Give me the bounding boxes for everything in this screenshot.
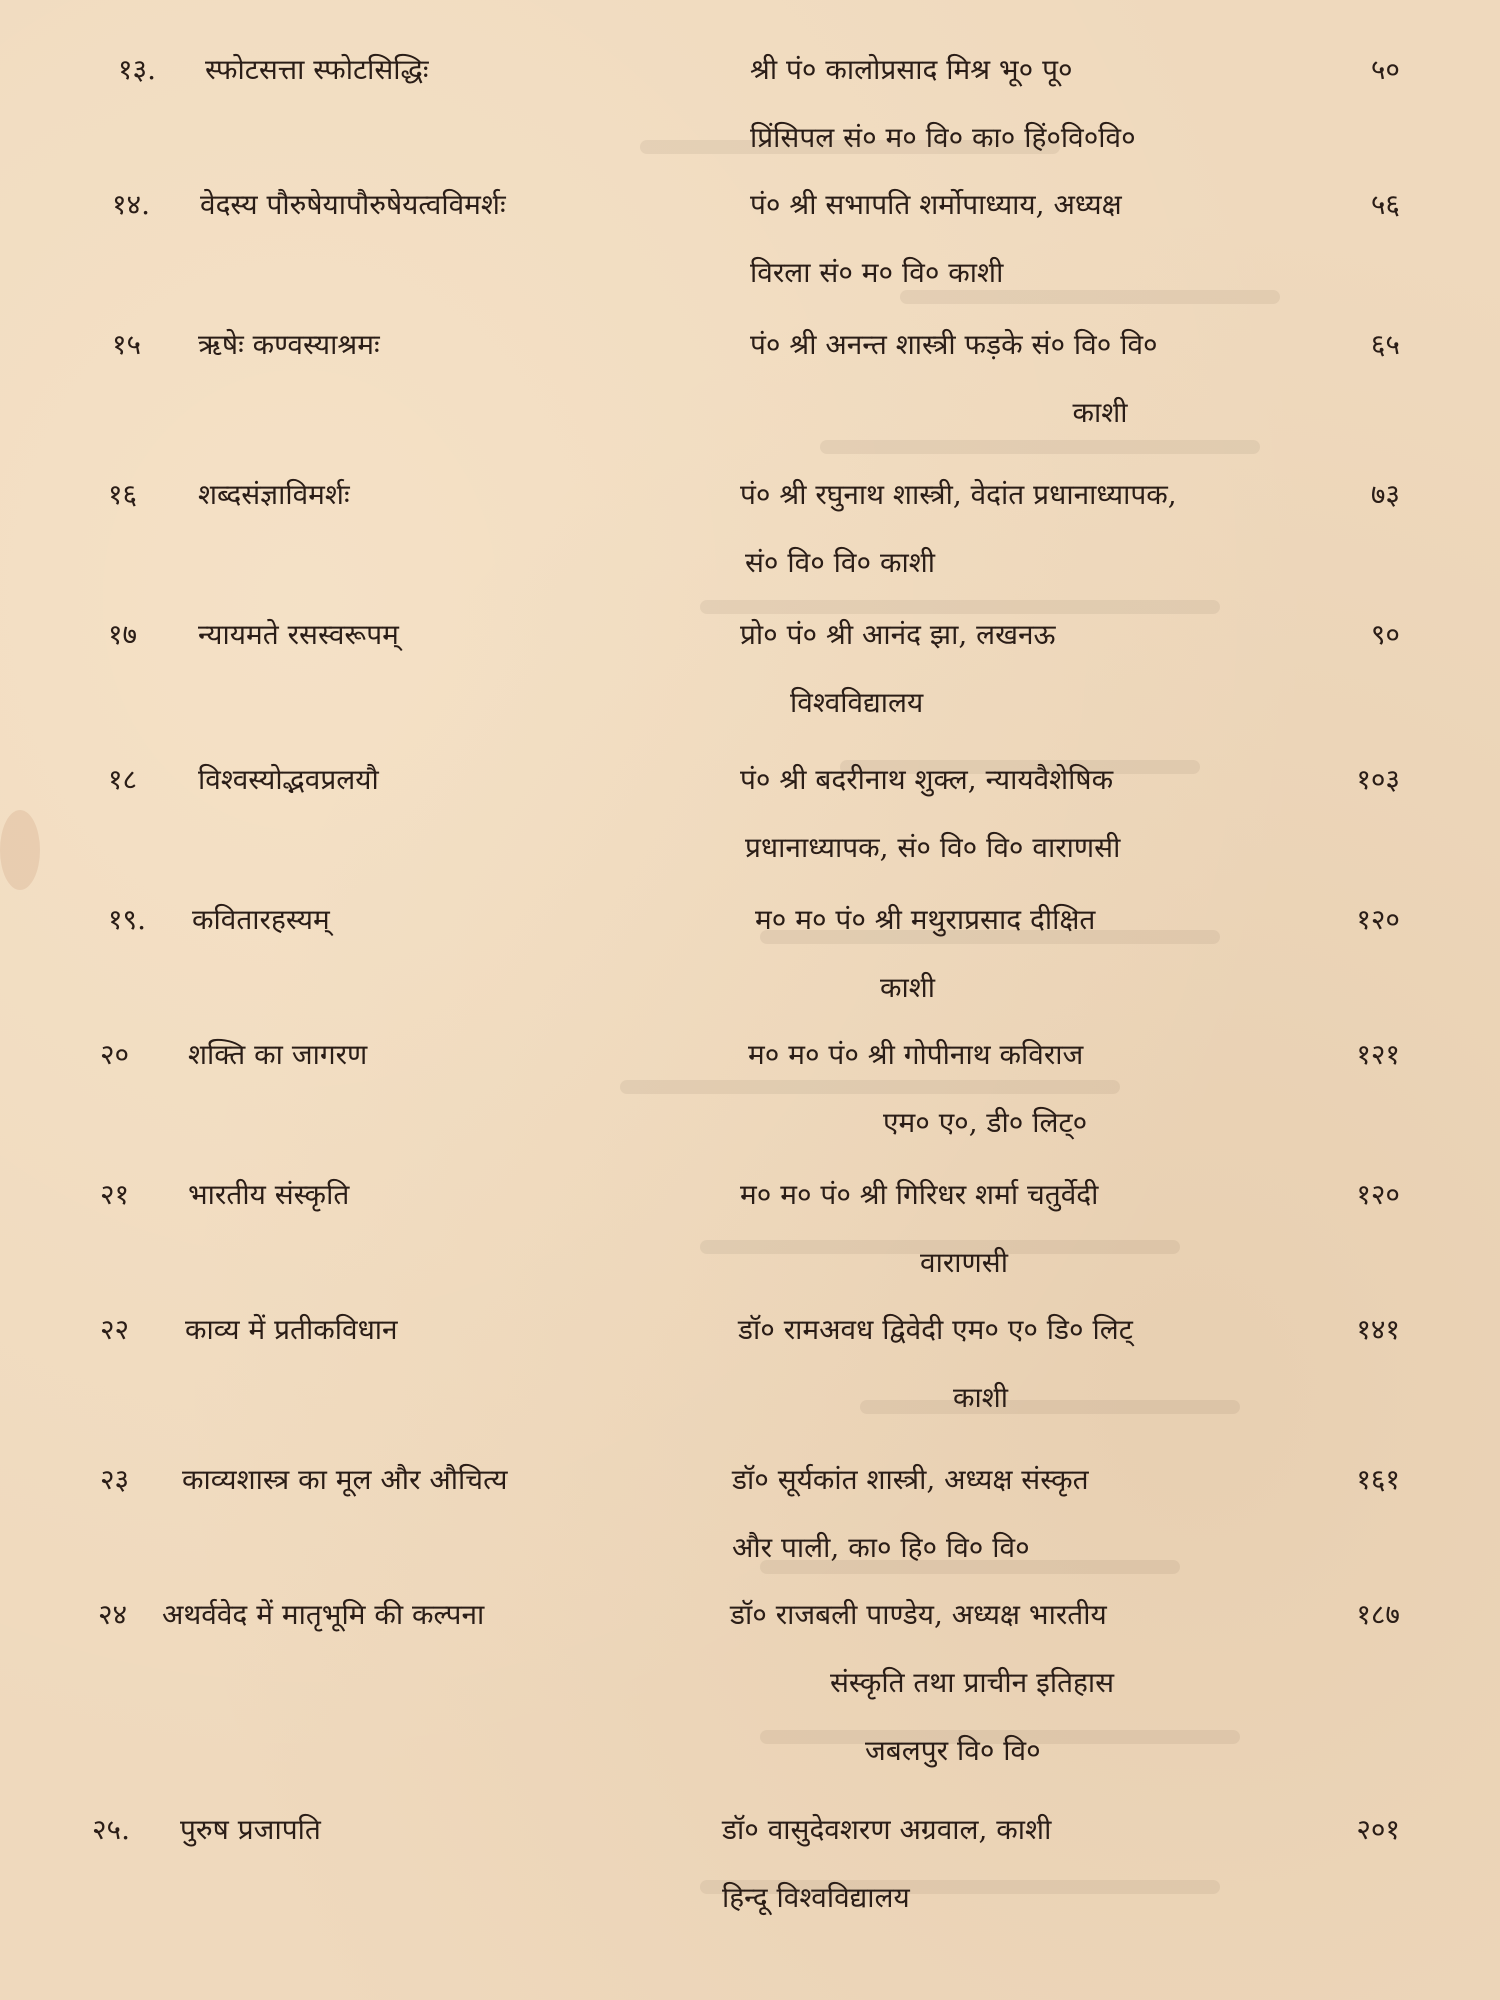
entry-number: २३ [100, 1463, 130, 1496]
author-line: डॉ० राजबली पाण्डेय, अध्यक्ष भारतीय [730, 1598, 1107, 1631]
author-line: सं० वि० वि० काशी [745, 546, 935, 579]
author-line: और पाली, का० हि० वि० वि० [732, 1531, 1030, 1564]
entry-title: न्यायमते रसस्वरूपम् [198, 618, 399, 651]
author-line: म० म० पं० श्री मथुराप्रसाद दीक्षित [755, 903, 1096, 936]
author-line: हिन्दू विश्वविद्यालय [722, 1881, 910, 1914]
entry-number: १६ [108, 478, 138, 511]
author-line: काशी [1072, 396, 1128, 429]
entry-title: स्फोटसत्ता स्फोटसिद्धिः [205, 53, 429, 86]
entry-title: ऋषेः कण्वस्याश्रमः [198, 328, 380, 361]
author-line: डॉ० वासुदेवशरण अग्रवाल, काशी [722, 1813, 1052, 1846]
author-line: वाराणसी [920, 1246, 1008, 1279]
entry-title: शब्दसंज्ञाविमर्शः [198, 478, 350, 511]
entry-title: वेदस्य पौरुषेयापौरुषेयत्वविमर्शः [200, 188, 506, 221]
entry-number: २० [100, 1038, 130, 1071]
author-line: काशी [953, 1381, 1009, 1414]
author-line: प्रधानाध्यापक, सं० वि० वि० वाराणसी [745, 831, 1121, 864]
author-line: विश्वविद्यालय [790, 686, 924, 719]
entry-page-number: १२० [1356, 1178, 1400, 1211]
entry-page-number: ६५ [1370, 328, 1400, 361]
author-line: पं० श्री अनन्त शास्त्री फड़के सं० वि० वि० [750, 328, 1158, 361]
entry-number: २५. [92, 1813, 131, 1846]
entry-number: १४. [112, 188, 151, 221]
entry-author [748, 1035, 1308, 1171]
author-line: श्री पं० कालोप्रसाद मिश्र भू० पू० [750, 53, 1073, 86]
entry-page-number: ७३ [1370, 478, 1400, 511]
author-line: डॉ० रामअवध द्विवेदी एम० ए० डि० लिट् [738, 1313, 1133, 1346]
author-line: एम० ए०, डी० लिट्० [883, 1106, 1088, 1139]
entry-page-number: ९० [1370, 618, 1400, 651]
entry-number: १९. [108, 903, 147, 936]
entry-page-number: ५० [1370, 53, 1400, 86]
entry-title: विश्वस्योद्भवप्रलयौ [198, 763, 379, 796]
entry-page-number: १२० [1356, 903, 1400, 936]
entry-author [732, 1460, 1292, 1596]
entry-page-number: १२१ [1356, 1038, 1400, 1071]
author-line: विरला सं० म० वि० काशी [750, 256, 1004, 289]
entry-number: २१ [100, 1178, 130, 1211]
entry-number: १७ [108, 618, 138, 651]
entry-title: पुरुष प्रजापति [180, 1813, 321, 1846]
entry-title: काव्य में प्रतीकविधान [185, 1313, 398, 1346]
entry-author [740, 1175, 1300, 1311]
entry-page-number: ५६ [1370, 188, 1400, 221]
author-line: डॉ० सूर्यकांत शास्त्री, अध्यक्ष संस्कृत [732, 1463, 1089, 1496]
author-line: पं० श्री सभापति शर्मोपाध्याय, अध्यक्ष [750, 188, 1122, 221]
entry-number: २२ [100, 1313, 130, 1346]
entry-author [755, 900, 1315, 1036]
entry-author [740, 615, 1300, 751]
author-line: प्रिंसिपल सं० म० वि० का० हिं०वि०वि० [750, 121, 1136, 154]
author-line: पं० श्री बदरीनाथ शुक्ल, न्यायवैशेषिक [740, 763, 1114, 796]
entry-author [740, 475, 1300, 611]
entry-number: १३. [118, 53, 157, 86]
entry-title: भारतीय संस्कृति [188, 1178, 350, 1211]
entry-page-number: १४१ [1356, 1313, 1400, 1346]
entry-author [740, 760, 1300, 896]
entry-number: १८ [108, 763, 138, 796]
author-line: म० म० पं० श्री गिरिधर शर्मा चतुर्वेदी [740, 1178, 1099, 1211]
author-line: प्रो० पं० श्री आनंद झा, लखनऊ [740, 618, 1056, 651]
entry-number: १५ [112, 328, 142, 361]
author-line: पं० श्री रघुनाथ शास्त्री, वेदांत प्रधानाध्यापक, [740, 478, 1177, 511]
author-line: संस्कृति तथा प्राचीन इतिहास [830, 1666, 1115, 1699]
entry-title: कवितारहस्यम् [192, 903, 330, 936]
entry-author [730, 1595, 1290, 1799]
entry-title: शक्ति का जागरण [188, 1038, 368, 1071]
entry-author [750, 325, 1310, 461]
author-line: जबलपुर वि० वि० [865, 1734, 1041, 1767]
entry-title: अथर्ववेद में मातृभूमि की कल्पना [162, 1598, 485, 1631]
entry-page-number: १८७ [1356, 1598, 1400, 1631]
entry-page-number: २०१ [1356, 1813, 1400, 1846]
entry-page-number: १०३ [1356, 763, 1400, 796]
entry-title: काव्यशास्त्र का मूल और औचित्य [182, 1463, 508, 1496]
entry-page-number: १६१ [1356, 1463, 1400, 1496]
entry-author [750, 50, 1310, 186]
entry-author [750, 185, 1310, 321]
author-line: म० म० पं० श्री गोपीनाथ कविराज [748, 1038, 1084, 1071]
entry-number: २४ [98, 1598, 128, 1631]
entry-author [738, 1310, 1298, 1446]
entry-author [722, 1810, 1282, 1946]
author-line: काशी [880, 971, 936, 1004]
